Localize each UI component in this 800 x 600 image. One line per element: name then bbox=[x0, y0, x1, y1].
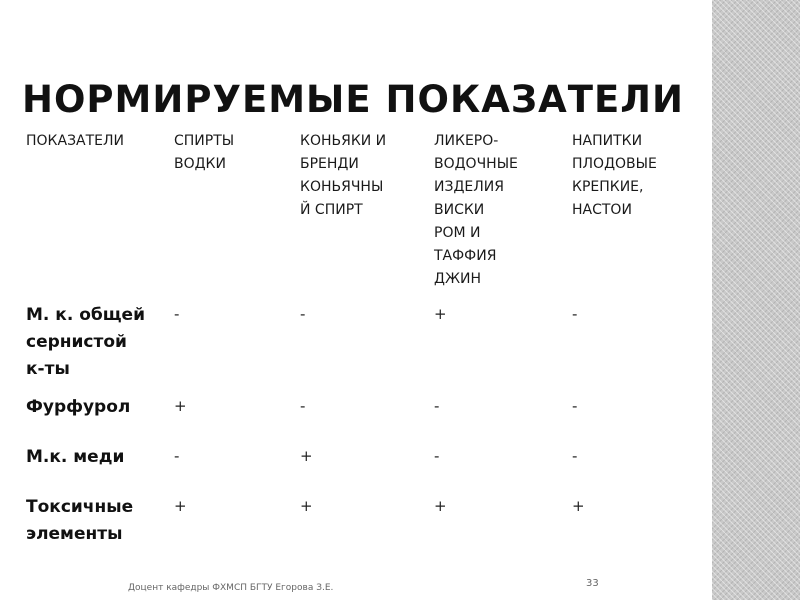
page-number: 33 bbox=[586, 578, 599, 589]
cell-value: - bbox=[174, 305, 180, 323]
header-cognac-brandy: КОНЬЯКИ И БРЕНДИ КОНЬЯЧНЫ Й СПИРТ bbox=[300, 133, 387, 218]
slide-title: НОРМИРУЕМЫЕ ПОКАЗАТЕЛИ bbox=[22, 78, 684, 121]
cell-value: + bbox=[434, 497, 447, 515]
header-fruit-drinks: НАПИТКИ ПЛОДОВЫЕ КРЕПКИЕ, НАСТОИ bbox=[572, 133, 657, 218]
cell-value: - bbox=[434, 447, 440, 465]
table-header-row bbox=[20, 130, 702, 300]
cell-value: - bbox=[434, 397, 440, 415]
norms-table bbox=[20, 130, 702, 554]
cell-value: - bbox=[572, 305, 578, 323]
row-label: М. к. общей сернистой к-ты bbox=[26, 305, 145, 379]
header-spirits-vodka: СПИРТЫ ВОДКИ bbox=[174, 133, 235, 172]
cell-value: - bbox=[572, 447, 578, 465]
cell-value: + bbox=[174, 497, 187, 515]
cell-value: + bbox=[572, 497, 585, 515]
footer-author: Доцент кафедры ФХМСП БГТУ Егорова З.Е. bbox=[128, 583, 334, 593]
row-label: Фурфурол bbox=[26, 397, 131, 417]
cell-value: + bbox=[174, 397, 187, 415]
table-row bbox=[20, 494, 702, 554]
cell-value: + bbox=[434, 305, 447, 323]
header-liqueur-whisky: ЛИКЕРО- ВОДОЧНЫЕ ИЗДЕЛИЯ ВИСКИ РОМ И ТАФФИЯ ДЖИН bbox=[434, 133, 518, 287]
cell-value: + bbox=[300, 497, 313, 515]
decorative-side-stripe bbox=[712, 0, 800, 600]
cell-value: - bbox=[300, 305, 306, 323]
table-row bbox=[20, 444, 702, 494]
table-row bbox=[20, 394, 702, 444]
cell-value: + bbox=[300, 447, 313, 465]
table-row bbox=[20, 300, 702, 394]
row-label: Токсичные элементы bbox=[26, 497, 134, 544]
cell-value: - bbox=[174, 447, 180, 465]
cell-value: - bbox=[572, 397, 578, 415]
cell-value: - bbox=[300, 397, 306, 415]
header-indicators: ПОКАЗАТЕЛИ bbox=[26, 133, 125, 149]
row-label: М.к. меди bbox=[26, 447, 125, 467]
